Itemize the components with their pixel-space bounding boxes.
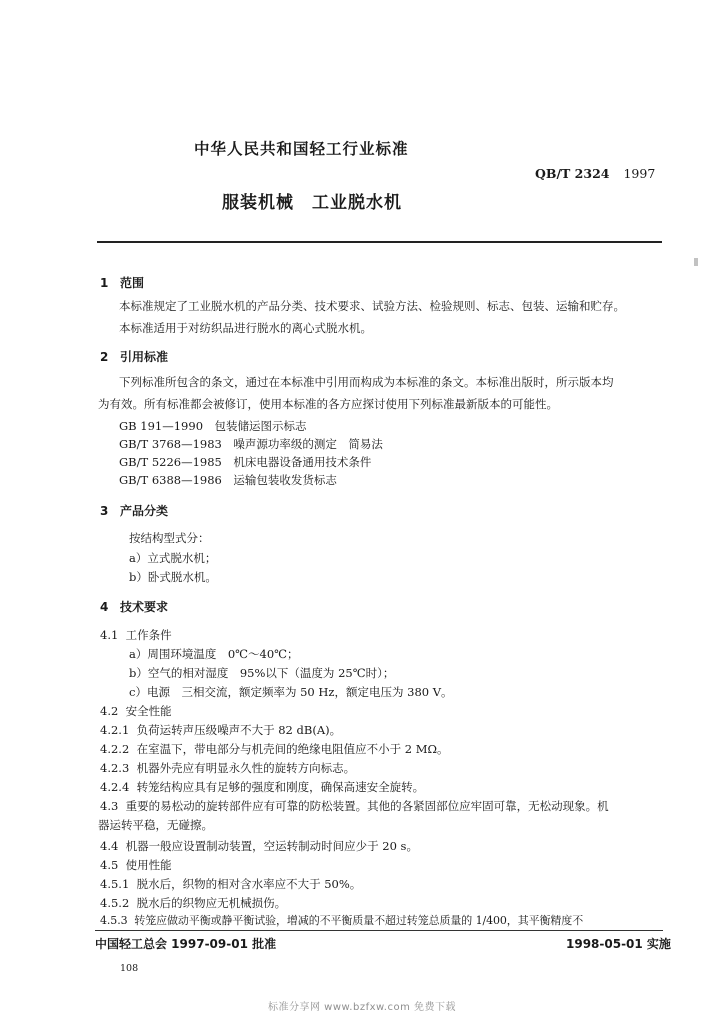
- reference-item: GB/T 3768—1983 噪声源功率级的测定 简易法: [119, 437, 383, 451]
- footer-rule: [95, 930, 663, 931]
- list-item: c）电源 三相交流，额定频率为 50 Hz，额定电压为 380 V。: [129, 685, 453, 699]
- section-title: 技术要求: [120, 600, 169, 614]
- clause-text: 机器一般应设置制动装置，空运转制动时间应少于 20 s。: [125, 839, 418, 853]
- clause-text: 脱水后，织物的相对含水率应不大于 50%。: [136, 877, 362, 891]
- standard-year: 1997: [623, 166, 656, 181]
- clause-text: 负荷运转声压级噪声不大于 82 dB(A)。: [136, 723, 342, 737]
- clause-number: 4.2.4: [100, 780, 130, 794]
- clause-text: 在室温下，带电部分与机壳间的绝缘电阻值应不小于 2 MΩ。: [136, 742, 449, 756]
- section-title: 引用标准: [120, 350, 169, 364]
- standard-number: QB/T 2324: [535, 166, 610, 181]
- section-3-heading: [100, 502, 168, 519]
- paragraph: 按结构型式分：: [129, 531, 210, 545]
- section-1-heading: [100, 274, 144, 291]
- reference-item: GB/T 6388—1986 运输包装收发货标志: [119, 473, 337, 487]
- section-number: 2: [100, 350, 109, 364]
- clause-number: 4.5.3: [100, 914, 128, 927]
- reference-item: GB/T 5226—1985 机床电器设备通用技术条件: [119, 455, 372, 469]
- paragraph: 为有效。所有标准都会被修订，使用本标准的各方应探讨使用下列标准最新版本的可能性。: [98, 397, 558, 411]
- subsection-number: 4.5: [100, 858, 119, 872]
- clause-text: 转笼应做动平衡或静平衡试验，增减的不平衡质量不超过转笼总质量的 1/400，其平衡精度不: [134, 914, 584, 927]
- section-4-heading: [100, 598, 168, 615]
- clause: [100, 895, 286, 911]
- clause: [100, 876, 361, 892]
- section-title: 产品分类: [120, 504, 169, 518]
- section-title: 范围: [120, 276, 145, 290]
- standard-code: [535, 166, 655, 181]
- list-item: b）卧式脱水机。: [129, 570, 217, 584]
- subsection-title: 使用性能: [125, 858, 172, 872]
- standard-category-title: 中华人民共和国轻工行业标准: [194, 140, 409, 158]
- clause-number: 4.5.1: [100, 877, 130, 891]
- list-item: a）周围环境温度 0℃～40℃；: [129, 647, 299, 661]
- clause-text: 脱水后的织物应无机械损伤。: [136, 896, 287, 910]
- clause-number: 4.2.2: [100, 742, 130, 756]
- clause: [100, 912, 583, 928]
- document-title: 服装机械 工业脱水机: [222, 193, 402, 213]
- subsection-4-1-heading: [100, 627, 172, 643]
- section-number: 1: [100, 276, 109, 290]
- watermark-text: 标准分享网 www.bzfxw.com 免费下载: [268, 1002, 456, 1013]
- list-item: b）空气的相对湿度 95%以下（温度为 25℃时）；: [129, 666, 395, 680]
- clause: [100, 779, 424, 795]
- clause-number: 4.5.2: [100, 896, 130, 910]
- clause: [100, 760, 355, 776]
- paragraph: 本标准适用于对纺织品进行脱水的离心式脱水机。: [119, 321, 372, 335]
- clause-4-3: [100, 798, 609, 814]
- paragraph: 本标准规定了工业脱水机的产品分类、技术要求、试验方法、检验规则、标志、包装、运输和贮存。: [119, 299, 625, 313]
- page-number: 108: [120, 963, 139, 974]
- header-rule: [97, 241, 662, 243]
- subsection-number: 4.1: [100, 628, 119, 642]
- clause-text: 重要的易松动的旋转部件应有可靠的防松装置。其他的各紧固部位应牢固可靠，无松动现象。机: [125, 799, 609, 813]
- subsection-4-2-heading: [100, 703, 172, 719]
- clause-4-4: [100, 838, 418, 854]
- clause-number: 4.4: [100, 839, 119, 853]
- section-number: 4: [100, 600, 109, 614]
- clause: [100, 722, 341, 738]
- subsection-title: 工作条件: [125, 628, 172, 642]
- section-2-heading: [100, 348, 168, 365]
- clause-text: 转笼结构应具有足够的强度和刚度，确保高速安全旋转。: [136, 780, 425, 794]
- clause-number: 4.2.1: [100, 723, 130, 737]
- list-item: a）立式脱水机；: [129, 551, 217, 565]
- subsection-4-5-heading: [100, 857, 172, 873]
- reference-item: GB 191—1990 包装储运图示标志: [119, 419, 307, 433]
- paragraph: 下列标准所包含的条文，通过在本标准中引用而构成为本标准的条文。本标准出版时，所示版本均: [119, 375, 614, 389]
- clause-text-continued: 器运转平稳，无碰擦。: [98, 818, 213, 832]
- subsection-title: 安全性能: [125, 704, 172, 718]
- implementation-date: 1998-05-01 实施: [566, 937, 671, 951]
- clause-number: 4.2.3: [100, 761, 130, 775]
- clause: [100, 741, 449, 757]
- scan-mark: [694, 258, 698, 266]
- clause-number: 4.3: [100, 799, 119, 813]
- subsection-number: 4.2: [100, 704, 119, 718]
- approval-note: 中国轻工总会 1997-09-01 批准: [95, 937, 277, 951]
- clause-text: 机器外壳应有明显永久性的旋转方向标志。: [136, 761, 356, 775]
- section-number: 3: [100, 504, 109, 518]
